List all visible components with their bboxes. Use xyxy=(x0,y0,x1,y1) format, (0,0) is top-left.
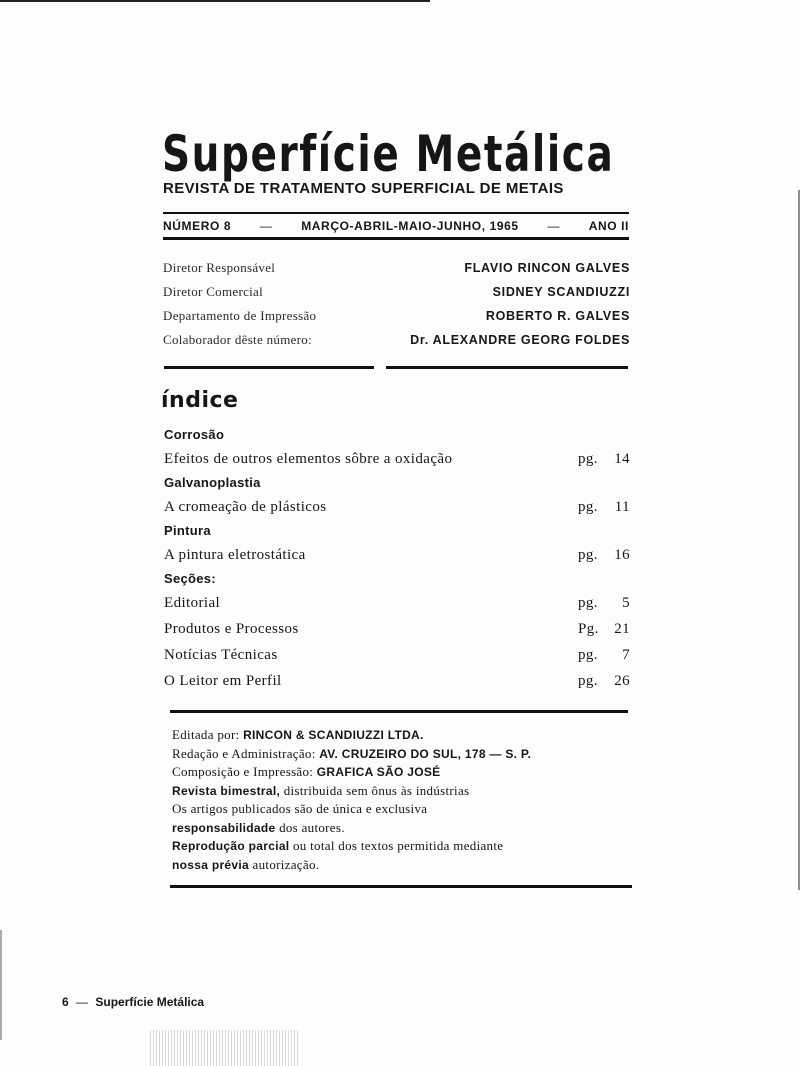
divider-rule-middle xyxy=(170,710,628,713)
issue-separator: — xyxy=(547,218,560,233)
toc-entry-title: Notícias Técnicas xyxy=(164,647,278,663)
credit-value: GRAFICA SÃO JOSÉ xyxy=(316,765,441,779)
page-number: 11 xyxy=(614,499,630,515)
credit-line xyxy=(172,856,632,875)
credit-emphasis: Revista bimestral, xyxy=(172,783,281,798)
divider-rule-left xyxy=(164,366,374,369)
credit-text: distribuida sem ônus às indústrias xyxy=(283,782,470,798)
staff-row xyxy=(163,304,630,328)
toc-entry xyxy=(164,446,630,472)
folio-title: Superfície Metálica xyxy=(95,995,205,1009)
page-label: pg. xyxy=(578,595,598,611)
staff-role: Diretor Comercial xyxy=(163,284,264,299)
page-label: pg. xyxy=(578,451,598,467)
toc-entry-title: A pintura eletrostática xyxy=(164,547,306,563)
toc-entry-title: Efeitos de outros elementos sôbre a oxidação xyxy=(164,451,453,467)
toc-section-title: Corrosão xyxy=(164,427,225,442)
credit-text: ou total dos textos permitida mediante xyxy=(293,838,504,853)
folio-page-number: 6 xyxy=(62,995,69,1009)
page-label: pg. xyxy=(578,647,598,663)
toc-entry-page xyxy=(578,446,630,472)
page-label: pg. xyxy=(578,547,598,563)
toc-entry xyxy=(164,668,630,694)
credit-line xyxy=(172,837,632,856)
staff-row xyxy=(163,328,630,352)
staff-row xyxy=(163,280,630,304)
issue-separator: — xyxy=(259,218,273,233)
page-folio xyxy=(62,995,204,1009)
divider-rule-right xyxy=(386,366,628,369)
toc-entry xyxy=(164,590,630,616)
toc-entry xyxy=(164,542,630,568)
page-number: 7 xyxy=(622,647,630,663)
page-number: 14 xyxy=(614,451,630,467)
toc-entry-page xyxy=(578,542,630,568)
toc-entry-page xyxy=(578,590,630,616)
staff-name: ROBERTO R. GALVES xyxy=(485,309,630,323)
toc-section-title: Seções: xyxy=(164,571,216,586)
credit-label: Editada por: xyxy=(172,727,240,742)
issue-number: NÚMERO 8 xyxy=(163,218,232,233)
credit-value: AV. CRUZEIRO DO SUL, 178 — S. P. xyxy=(319,746,532,761)
credit-line xyxy=(172,745,632,764)
toc-entry-title: O Leitor em Perfil xyxy=(164,673,282,689)
toc-section-title: Pintura xyxy=(164,523,211,538)
page-label: Pg. xyxy=(578,621,599,637)
credit-text: autorização. xyxy=(252,856,320,872)
publication-credits xyxy=(172,726,632,874)
staff-role: Departamento de Impressão xyxy=(163,308,317,323)
toc-entry-page xyxy=(578,642,630,668)
staff-name: Dr. ALEXANDRE GEORG FOLDES xyxy=(410,333,630,347)
staff-role: Colaborador dêste número: xyxy=(163,332,313,347)
credit-text: Os artigos publicados são de única e exclusiva xyxy=(172,801,428,816)
staff-role: Diretor Responsável xyxy=(163,260,276,275)
staff-row xyxy=(163,256,630,280)
toc-entry-page xyxy=(578,668,630,694)
toc-entry-page xyxy=(578,494,630,520)
page-label: pg. xyxy=(578,673,598,689)
issue-year: ANO II xyxy=(588,218,629,233)
page-number: 21 xyxy=(614,621,630,637)
credit-emphasis: responsabilidade xyxy=(172,820,276,835)
page-label: pg. xyxy=(578,499,598,515)
credit-line xyxy=(172,726,632,745)
masthead-subtitle: REVISTA DE TRATAMENTO SUPERFICIAL DE METAIS xyxy=(163,180,564,197)
staff-list xyxy=(163,256,630,352)
credit-label: Redação e Administração: xyxy=(172,745,316,761)
table-of-contents xyxy=(164,424,630,694)
scan-edge-left xyxy=(0,930,2,1040)
index-heading: índice xyxy=(161,388,239,413)
credit-text: dos autores. xyxy=(279,819,345,835)
page-number: 26 xyxy=(614,673,630,689)
page-number: 5 xyxy=(622,595,630,611)
credit-label: Composição e Impressão: xyxy=(172,764,314,779)
credit-emphasis: nossa prévia xyxy=(172,857,249,872)
issue-line xyxy=(163,212,629,240)
issue-period: MARÇO-ABRIL-MAIO-JUNHO, 1965 xyxy=(301,218,519,233)
credit-line xyxy=(172,782,632,801)
folio-dash: — xyxy=(76,995,89,1009)
staff-name: FLAVIO RINCON GALVES xyxy=(464,261,630,275)
toc-entry-title: Produtos e Processos xyxy=(164,621,299,637)
page-number: 16 xyxy=(614,547,630,563)
toc-entry xyxy=(164,494,630,520)
scan-smudge xyxy=(150,1030,300,1066)
toc-entry-title: Editorial xyxy=(164,595,221,611)
toc-entry xyxy=(164,642,630,668)
credit-line xyxy=(172,819,632,838)
staff-name: SIDNEY SCANDIUZZI xyxy=(492,285,630,299)
credit-line xyxy=(172,800,632,819)
toc-entry-title: A cromeação de plásticos xyxy=(164,499,327,515)
toc-entry-page xyxy=(578,616,630,642)
divider-rule-bottom xyxy=(170,885,632,888)
masthead-title: Superfície Metálica xyxy=(162,125,615,183)
credit-line xyxy=(172,763,632,782)
top-rule xyxy=(0,0,430,2)
credit-value: RINCON & SCANDIUZZI LTDA. xyxy=(243,728,424,742)
credit-emphasis: Reprodução parcial xyxy=(172,839,290,853)
toc-section-title: Galvanoplastia xyxy=(164,475,261,490)
toc-entry xyxy=(164,616,630,642)
